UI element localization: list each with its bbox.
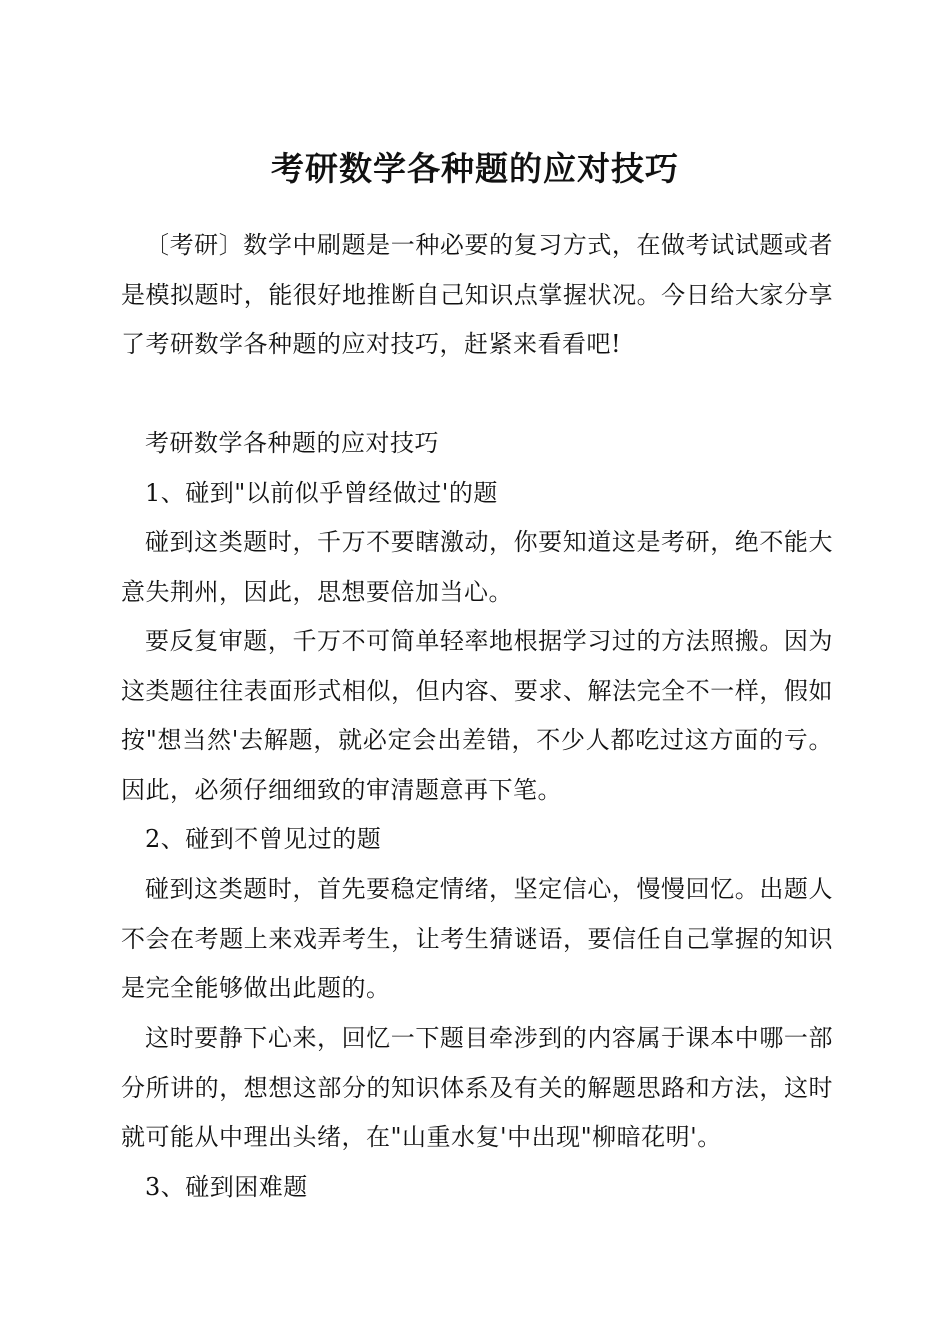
intro-paragraph: 〔考研〕数学中刷题是一种必要的复习方式，在做考试试题或者是模拟题时，能很好地推断自己知识点掌握状况。今日给大家分享了考研数学各种题的应对技巧，赶紧来看看吧! [121, 231, 833, 359]
page-title: 考研数学各种题的应对技巧 [271, 149, 679, 188]
section-heading-3: 3、碰到困难题 [145, 1173, 308, 1201]
section-2-paragraph-1: 碰到这类题时，首先要稳定情绪，坚定信心，慢慢回忆。出题人不会在考题上来戏弄考生，让考生猜谜语，要信任自己掌握的知识是完全能够做出此题的。 [121, 875, 833, 1003]
section-1-paragraph-2: 要反复审题，千万不可简单轻率地根据学习过的方法照搬。因为这类题往往表面形式相似，但内容、要求、解法完全不一样，假如按"想当然'去解题，就必定会出差错，不少人都吃过这方面的亏。因此，必须仔细细致的审清题意再下笔。 [121, 627, 833, 804]
section-subtitle: 考研数学各种题的应对技巧 [145, 429, 439, 457]
section-heading-1: 1、碰到"以前似乎曾经做过'的题 [145, 479, 498, 507]
section-heading-2: 2、碰到不曾见过的题 [145, 825, 382, 853]
section-1-paragraph-1: 碰到这类题时，千万不要瞎激动，你要知道这是考研，绝不能大意失荆州，因此，思想要倍加当心。 [121, 528, 833, 606]
section-2-paragraph-2: 这时要静下心来，回忆一下题目牵涉到的内容属于课本中哪一部分所讲的，想想这部分的知识体系及有关的解题思路和方法，这时就可能从中理出头绪，在"山重水复'中出现"柳暗花明'。 [121, 1024, 833, 1152]
